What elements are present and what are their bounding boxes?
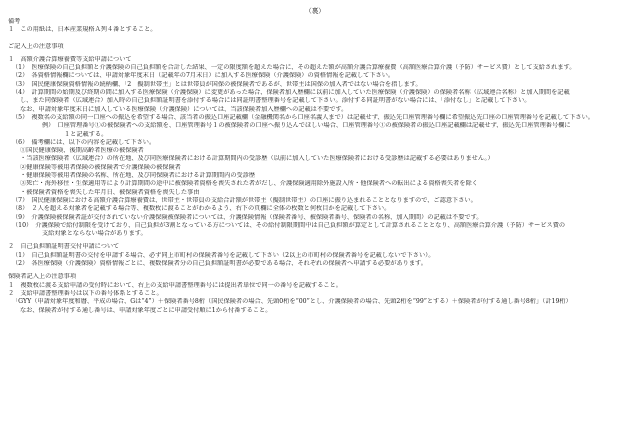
text-line: ②健康保険等被用者保険の被保険者で介護保険の被保険者 [20,163,181,171]
page-side-label: （裏） [305,7,325,15]
text-line: ・被保険者資格を喪失した年月日、被保険者資格を喪失した事由 [20,188,200,196]
text-line: 「GYY（申請対象年度和暦、平成の場合、Gは“4”）＋保険者番号8桁（国民保険者の場合、先頭0桁を“00”とし、介護保険者の場合、先頭2桁を“99”とする）＋保険者が付する通し番号8桁」（計19桁） [12,298,572,306]
text-line: １ 高額介護合算療養費等支給申請について [8,55,132,63]
text-line: （2） 各医療保険（介護保険）資格情報ごとに、複数保険者分の自己負担額証明書が必要である場合、それぞれの保険者へ申請する必要があります。 [12,260,427,268]
text-line: （2） 各資格情報欄については、申請対象年度末日（記載年の7月末日）に加入する医療保険（介護保険）の資格情報を記載して下さい。 [12,72,395,80]
section-spacer [8,35,624,43]
text-line: １ 複数枚に渡る支給申請の受付時において、右上の支給申請書整理番号には提出者単位で同一の番号を記載すること。 [8,281,342,289]
text-line: （1） 自己負担額証明書の交付を申請する場合、必ず同上市町村の保険者番号を記載して下さい（2以上の市町村の保険者番号を記載しないで下さい）。 [12,251,435,259]
text-line: ①国民健康保険、後期高齢者医療の被保険者 [20,147,144,155]
text-line: （6） 備考欄には、以下の内容を記載して下さい。 [12,138,156,146]
text-line: ・健康保険等被用者保険の名称、所在地、及び同保険者における計算期間内の受診歴 [20,172,256,180]
text-line: ③死亡・海外移住・生保適用等により計算期間の途中に被保険者資格を喪失された者がだし、介護保険適用除外施設入所・他保険者への転出による資格喪失者を除く [20,180,478,188]
text-line: １ この用紙は、日本産業規格Ａ列４番とすること。 [8,26,157,34]
text-line: ご記入上の注意事項 [8,42,64,50]
notes-body [8,18,624,315]
text-line: なお、保険者が付する通し番号は、申請対象年度ごとに申請受付順に1から付番すること。 [20,306,272,314]
text-line: ・当該医療保険者（広域連合）の所在地、及び同医療保険者における計算期間内の受診歴（以前に加入していた医療保険者における受診歴は記載する必要はありません。） [20,155,494,163]
text-line: （3） 国民健康保険資格情報の続柄欄、「2 擬制世帯主」とは世帯員が国保の被保険者であるが、世帯主は国保の加入者ではない場合を指します。 [12,80,422,88]
text-line: 保険者記入上の注意事項 [8,273,77,281]
text-line: （5） 複数名の支給額の同一口座への振込を希望する場合、該当者の振込口座記載欄（金融機関名から口座名義人まで）は記載せず、振込先口座管理番号欄に希望振込先口座の口座管理番号を記載して下さい。 [12,113,594,121]
text-line: （10） 介護保険で給付制限を受けており、自己負担が3割となっている方については、その給付制限期間中は自己負担額が算定として計算されることとなり、高額医療合算介護（予防）サービス費の [12,221,566,229]
text-line: なお、申請対象年度末日に加入している医療保険（介護保険）については、当該保険者加入歴欄への記載は不要です。 [20,105,348,113]
text-line: し、また同保険者（広域連合）加入時の自己負担額証明書を添付する場合には同証明書整理番号を記載して下さい。添付する同証明書がない場合には、「添付なし」と記載して下さい。 [20,97,531,105]
text-line: （7） 国民健康保険における高額介護合算療養費は、世帯主・世帯員の支給合計額が世帯主（擬制世帯主）の口座に振り込まれることとなりますので、ご認意下さい。 [12,196,477,204]
text-line: （8） ２人を超える対象者を記載する場合等、複数枚に渡ることがわかるよう、右下の頁欄に全体の枚数と何枚目かを記載して下さい。 [12,205,391,213]
text-line: １と記載する。 [64,130,108,138]
text-line: 支給対象とならない場合があります。 [42,230,147,238]
text-line: ２ 自己負担額証明書交付申請について [8,243,120,251]
text-line: 例） 口座管理番号①の被保険者への支給額を、口座管理番号１の被保険者の口座へ振り込んでほしい場合、口座管理番号①の被保険者の振込口座記載欄は記載せず、振込先口座管理番号欄に [42,122,571,130]
text-line: （1） 医療保険の自己負担額と介護保険の自己負担額を合計した結果、一定の限度額を超えた場合に、その超えた額が高額介護合算療養費（高額医療合算介護（予防）サービス費）として支給されます。 [12,64,576,72]
text-line: 備考 [8,18,21,25]
text-line: ２ 支給申請書整理番号は以下の番号体系とすること。 [8,289,163,297]
text-line: （4） 計算期間の始期及び終期の間に加入する医療保険（介護保険）に変更があった場合、保険者加入歴欄に以前に加入していた医療保険（介護保険）の保険者名称（広域連合名称）と加入期間を記載 [12,89,570,97]
text-line: （9） 介護保険被保険者証が交付されていない介護保険被保険者については、介護保険情報（保険者番号、被保険者番号、保険者の名称、加入期間）の記載は不要です。 [12,213,483,221]
